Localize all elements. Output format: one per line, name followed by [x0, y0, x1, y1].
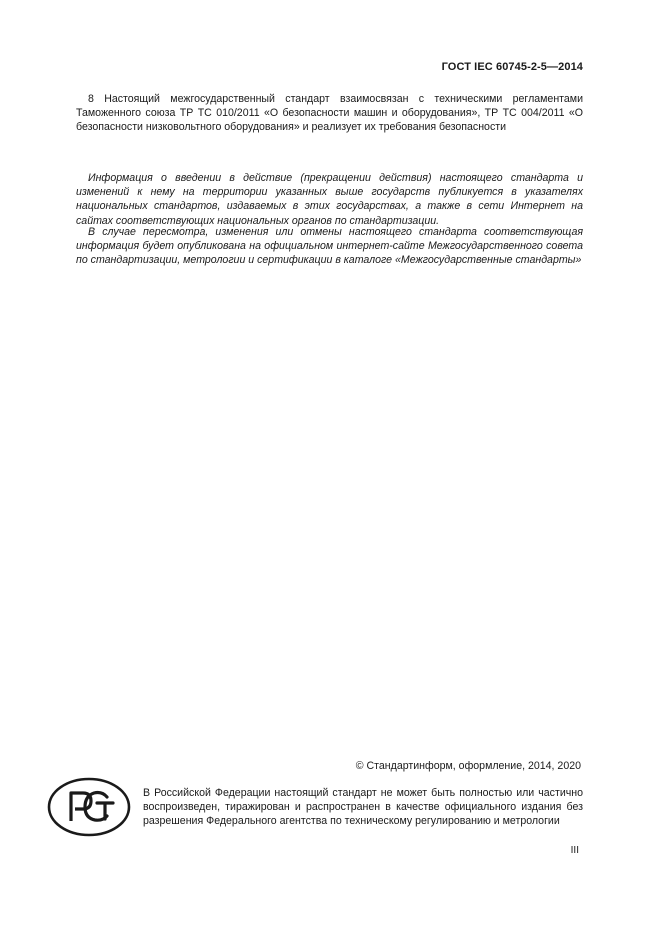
page-number: III	[570, 845, 579, 856]
copyright-notice	[143, 786, 583, 828]
revision-paragraph	[76, 225, 583, 268]
info-paragraph-text: Информация о введении в действие (прекращении действия) настоящего стандарта и изменений к нему на территории указанных выше государств публикуется в указателях национальных стандартов, издаваемых в этих государствах, а также в сети Интернет на сайтах соответствующих национальных органов по стандартизации.	[76, 172, 583, 227]
revision-paragraph-text: В случае пересмотра, изменения или отмены настоящего стандарта соответствующая информация будет опубликована на официальном интернет-сайте Межгосударственного совета по стандартизации, метрологии и сертификации в каталоге «Межгосударственные стандарты»	[76, 226, 583, 267]
copyright-notice-text: В Российской Федерации настоящий стандарт не может быть полностью или частично воспроизведен, тиражирован и распространен в качестве официального издания без разрешения Федерального агентства по техническому регулированию и метрологии	[143, 787, 583, 828]
document-id: ГОСТ IEC 60745-2-5—2014	[441, 61, 583, 73]
info-paragraph	[76, 171, 583, 228]
paragraph-8	[76, 92, 583, 135]
rst-logo-icon	[47, 777, 131, 837]
copyright-line: © Стандартинформ, оформление, 2014, 2020	[355, 760, 581, 772]
paragraph-8-text: 8 Настоящий межгосударственный стандарт взаимосвязан с техническими регламентами Таможенного союза ТР ТС 010/2011 «О безопасности машин и оборудования», ТР ТС 004/2011 «О безопасности низковольтного оборудования» и реализует их требования безопасности	[76, 93, 583, 134]
